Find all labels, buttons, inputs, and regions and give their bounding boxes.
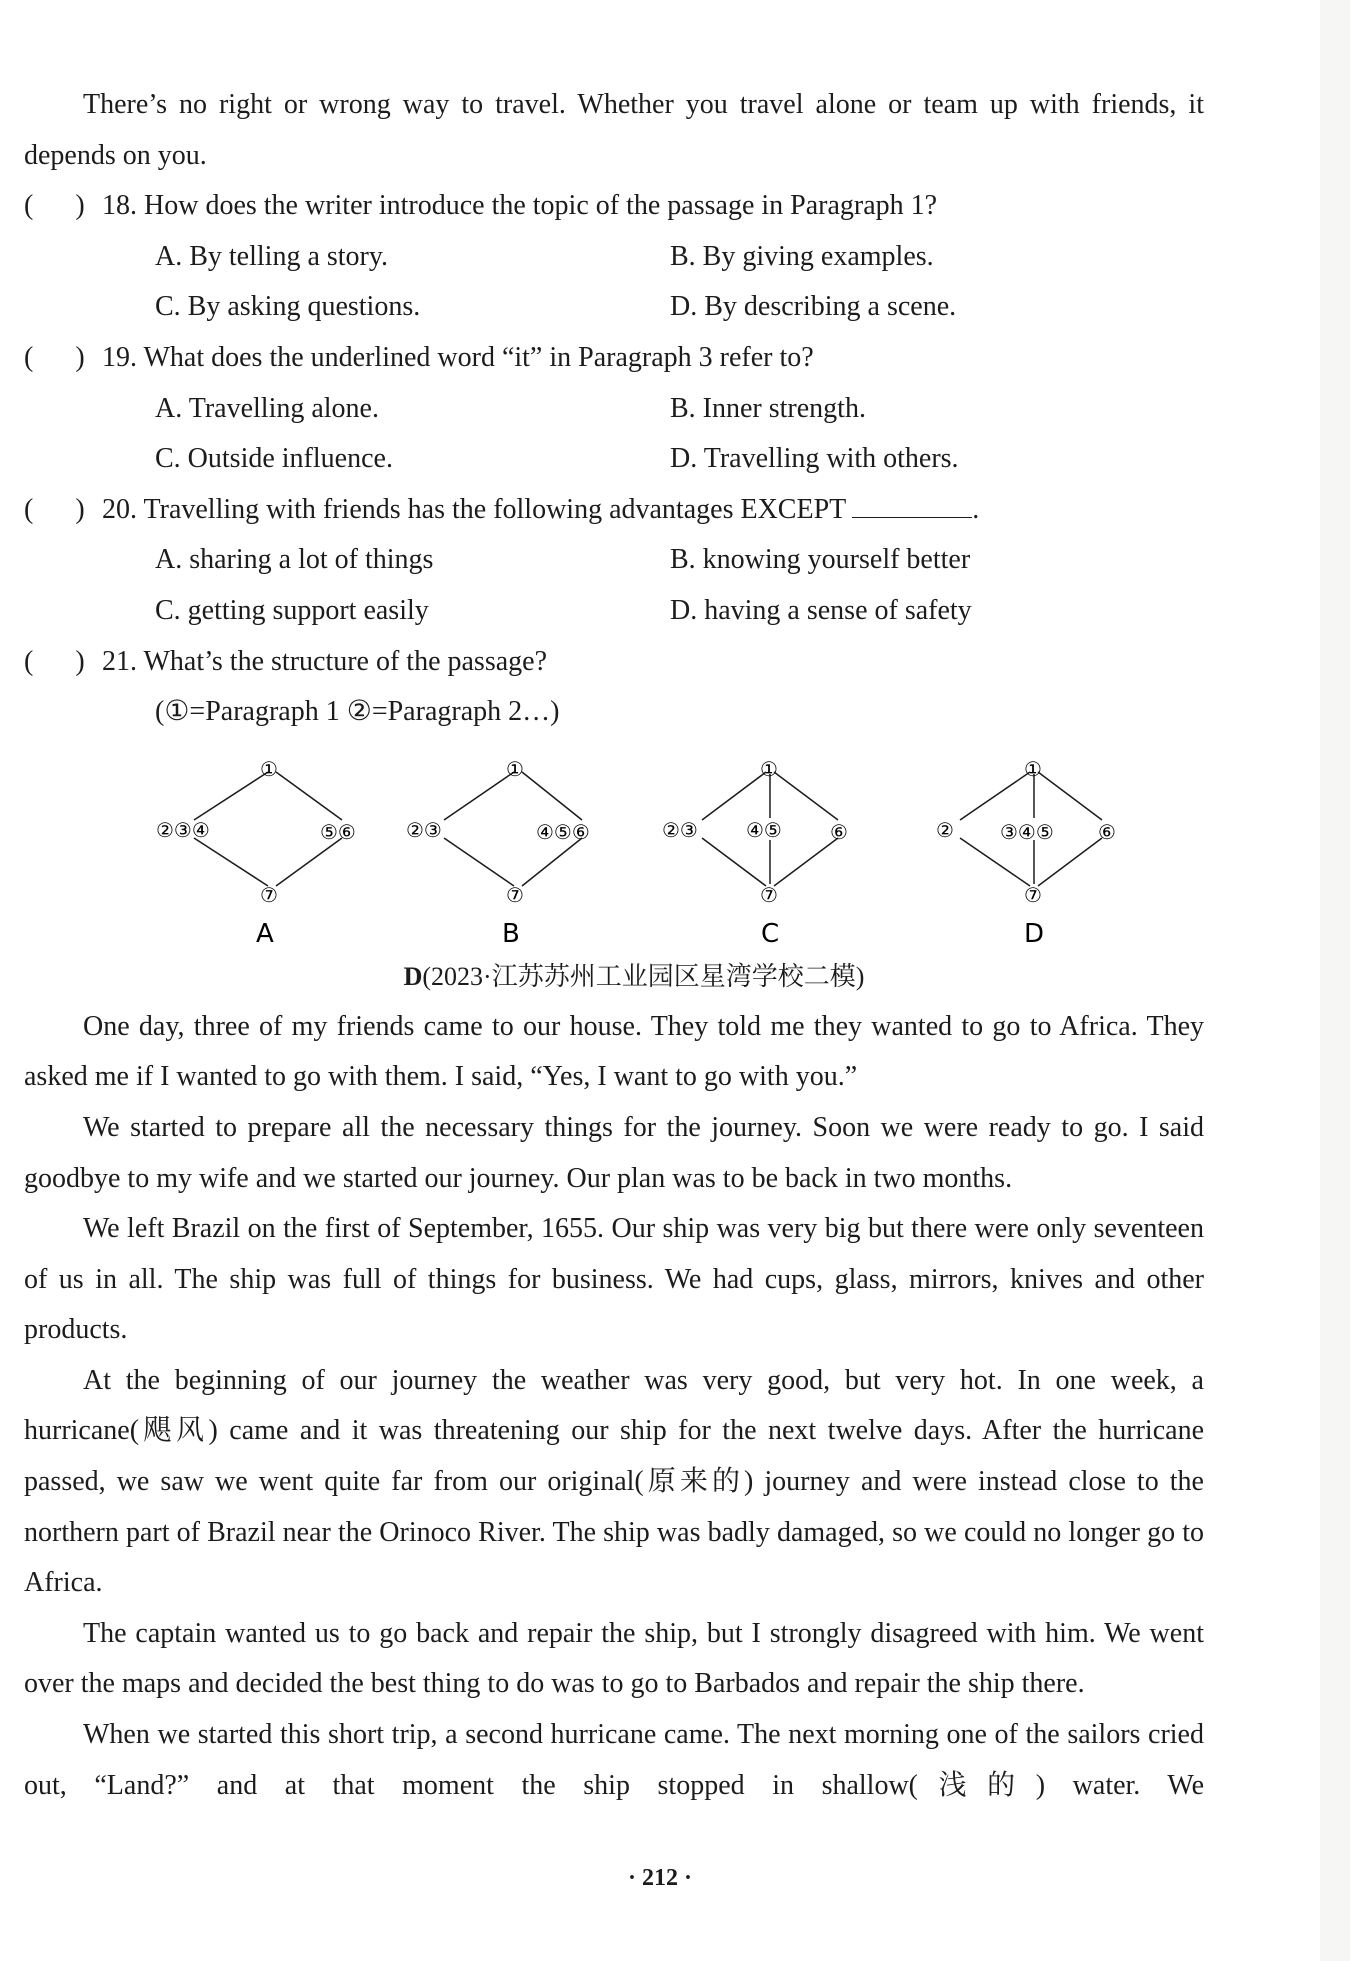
diagram-d	[936, 757, 1116, 949]
paragraph-d4: At the beginning of our journey the weather was very good, but very hot. In one week, a hurricane(飓风) came and it was threatening our ship for the next twelve days. After the hurricane passed, we saw we went quite far from our original(原来的) journey and were instead close to the northern part of Brazil near the Orinoco River. The ship was badly damaged, so we could no longer go to Africa.	[24, 1364, 1204, 1599]
node-bottom: ⑦	[1024, 882, 1042, 907]
diagram-line	[960, 772, 1030, 820]
diagram-line	[276, 772, 342, 820]
option-d: D. having a sense of safety	[670, 594, 972, 626]
options-18	[155, 232, 1204, 333]
diagram-letter: B	[502, 918, 520, 949]
question-19	[24, 333, 1204, 384]
diagram-line	[194, 838, 268, 886]
option-d: D. Travelling with others.	[670, 443, 959, 475]
page-number: · 212 ·	[627, 1865, 692, 1891]
diagram-line	[194, 772, 268, 820]
diagram-line	[522, 772, 582, 820]
node-mid: ④⑤	[746, 817, 782, 842]
node-left: ②③	[662, 817, 698, 842]
question-18	[24, 181, 1204, 232]
option-a: A. sharing a lot of things	[155, 544, 434, 576]
paragraph-d6: When we started this short trip, a second hurricane came. The next morning one of the sailors cried out, “Land?” and at that moment the ship stopped in shallow(浅的) water. We	[24, 1719, 1204, 1801]
answer-bracket[interactable]: ( )	[24, 645, 85, 677]
node-left: ②	[936, 817, 954, 842]
paragraph-d1: One day, three of my friends came to our house. They told me they wanted to go to Africa. They asked me if I wanted to go with them. I said, “Yes, I want to go with you.”	[24, 1010, 1204, 1093]
options-20	[155, 535, 1204, 636]
diagram-line	[702, 838, 766, 886]
question-stem: 19. What does the underlined word “it” in Paragraph 3 refer to?	[102, 341, 814, 373]
option-c: C. By asking questions.	[155, 291, 421, 323]
question-21	[24, 637, 1204, 688]
diagram-line	[774, 838, 838, 886]
diagram-line	[1038, 772, 1102, 820]
option-b: B. knowing yourself better	[670, 544, 971, 576]
question-stem	[102, 485, 1204, 536]
diagram-line	[1038, 838, 1102, 886]
node-right: ⑥	[830, 819, 848, 844]
diagram-line	[774, 772, 838, 820]
node-right: ⑤⑥	[320, 819, 356, 844]
option-c: C. getting support easily	[155, 594, 429, 626]
question-stem: 21. What’s the structure of the passage?	[102, 645, 548, 677]
diagram-line	[702, 772, 766, 820]
node-bottom: ⑦	[760, 882, 778, 907]
answer-bracket[interactable]: ( )	[24, 341, 85, 373]
diagram-a	[156, 757, 356, 949]
diagram-c	[662, 757, 848, 949]
section-source: (2023·江苏苏州工业园区星湾学校二模)	[422, 961, 865, 991]
node-top: ①	[760, 756, 778, 781]
question-stem-text: 20. Travelling with friends has the following advantages EXCEPT	[102, 493, 847, 525]
question-stem: 18. How does the writer introduce the topic of the passage in Paragraph 1?	[102, 190, 938, 222]
node-top: ①	[1024, 756, 1042, 781]
section-heading	[64, 952, 1204, 1002]
node-top: ①	[506, 756, 524, 781]
fill-blank[interactable]	[852, 495, 972, 518]
diagram-letter: D	[1024, 918, 1045, 949]
diagram-line	[276, 838, 342, 886]
option-c: C. Outside influence.	[155, 443, 393, 475]
node-bottom: ⑦	[506, 882, 524, 907]
diagram-svg	[24, 742, 1204, 952]
section-label: D	[403, 961, 423, 991]
option-b: B. Inner strength.	[670, 392, 866, 424]
node-left: ②③	[406, 817, 442, 842]
paragraph-d5: The captain wanted us to go back and repair the ship, but I strongly disagreed with him. We went over the maps and decided the best thing to do was to go to Barbados and repair the ship there.	[24, 1617, 1204, 1700]
node-left: ②③④	[156, 817, 210, 842]
diagram-b	[406, 757, 590, 949]
paragraph-conclusion: There’s no right or wrong way to travel. Whether you travel alone or team up with friends, it depends on you.	[24, 89, 1204, 171]
diagram-letter: C	[761, 918, 780, 949]
question-20	[24, 485, 1204, 536]
node-right: ④⑤⑥	[536, 819, 590, 844]
paragraph-d2: We started to prepare all the necessary things for the journey. Soon we were ready to go. I said goodbye to my wife and we started our journey. Our plan was to be back in two months.	[24, 1111, 1204, 1194]
diagram-letter: A	[256, 918, 274, 949]
node-mid: ③④⑤	[1000, 819, 1054, 844]
diagram-line	[960, 838, 1030, 886]
option-a: A. Travelling alone.	[155, 392, 379, 424]
answer-bracket[interactable]: ( )	[24, 493, 85, 525]
node-bottom: ⑦	[260, 882, 278, 907]
node-right: ⑥	[1098, 819, 1116, 844]
structure-diagrams	[24, 742, 1204, 952]
diagram-line	[522, 838, 582, 886]
page-content	[24, 80, 1204, 1811]
node-top: ①	[260, 756, 278, 781]
diagram-line	[444, 772, 514, 820]
options-19	[155, 384, 1204, 485]
structure-hint: (①=Paragraph 1 ②=Paragraph 2…)	[155, 696, 560, 728]
option-d: D. By describing a scene.	[670, 291, 957, 323]
option-a: A. By telling a story.	[155, 240, 389, 272]
stem-end: .	[972, 493, 980, 525]
option-b: B. By giving examples.	[670, 240, 934, 272]
paragraph-d3: We left Brazil on the first of September, 1655. Our ship was very big but there were only seventeen of us in all. The ship was full of things for business. We had cups, glass, mirrors, knives and other products.	[24, 1213, 1204, 1346]
diagram-line	[444, 838, 514, 886]
answer-bracket[interactable]: ( )	[24, 190, 85, 222]
